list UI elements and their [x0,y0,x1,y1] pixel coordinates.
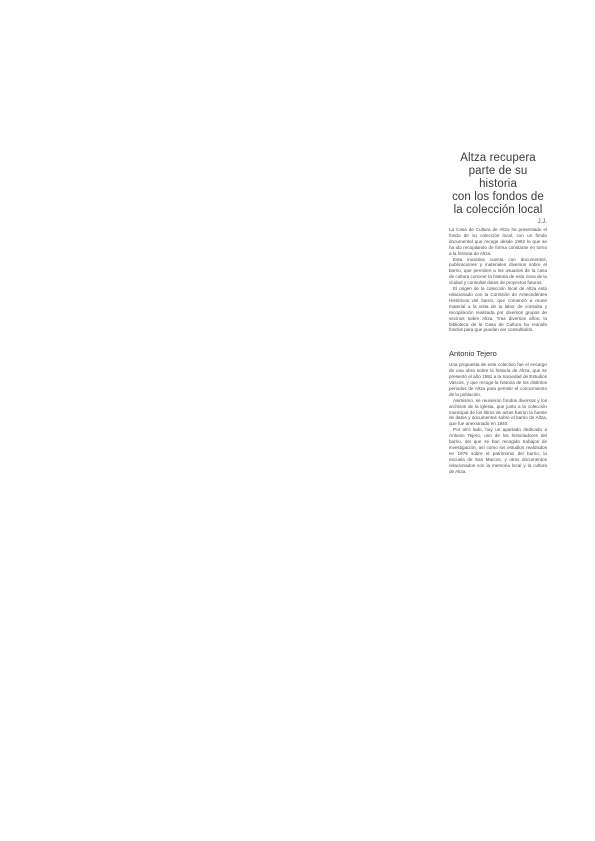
article-headline [449,152,547,217]
headline-line: Altza recupera [460,152,536,164]
headline-line: la colección local [453,204,543,216]
section-paragraph: Asimismo, se reunieron fondos diversos y los archivos de la iglesia, que junto a la colección municipal de los libros de actas fueron la fuente de datos y documentos sobre el barrio de Altza, que fue anexionado en 1940. [449,397,547,427]
intro-paragraph: La Casa de Cultura de Altza ha presentado el fondo de su colección local, con un fondo documental que recoge desde 1992 lo que se ha ido recopilando de forma constante en torno a la historia de Altza. [449,227,547,256]
article-column [449,152,547,475]
author-initials: J.J. [537,219,547,225]
section-paragraph: Una propuesta de este colectivo fue el encargo de una obra sobre la historia de Altza, que se presentó el año 1991 a la Sociedad de Estudios Vascos, y que recoge la historia de los distintos periodos de Altza para permitir el conocimiento de la población. [449,362,547,397]
section-heading: Antonio Tejero [449,349,497,359]
headline-line: parte de su historia [468,165,528,190]
intro-paragraph: El origen de la colección local de Altza está relacionado con la Comisión de Antecedentes Históricos del barrio, que comenzó a reunir material a la vista de la labor de consulta y recopilación realizada por diversos grupos de vecinos sobre Altza. Tras diversos años, la biblioteca de la Casa de Cultura ha reunido fondos para que puedan ser consultados. [449,286,547,333]
article-section-body [449,362,547,474]
article-intro [449,227,547,333]
intro-paragraph: Esta iniciativa cuenta con documentos, publicaciones y materiales diversos sobre el barrio, que permiten a los usuarios de la casa de cultura conocer la historia de esta zona de la ciudad y consultar datos de proyectos futuros. [449,256,547,286]
headline-line: con los fondos de [452,191,544,203]
section-paragraph: Por otro lado, hay un apartado dedicado a Antonio Tejero, uno de los historiadores del barrio, del que se han recogido trabajos de investigación, así como los estudios realizados en 1979 sobre el patrimonio del barrio, la escuela de San Marcos, y otros documentos relacionados con la memoria local y la cultura de Altza. [449,427,547,474]
